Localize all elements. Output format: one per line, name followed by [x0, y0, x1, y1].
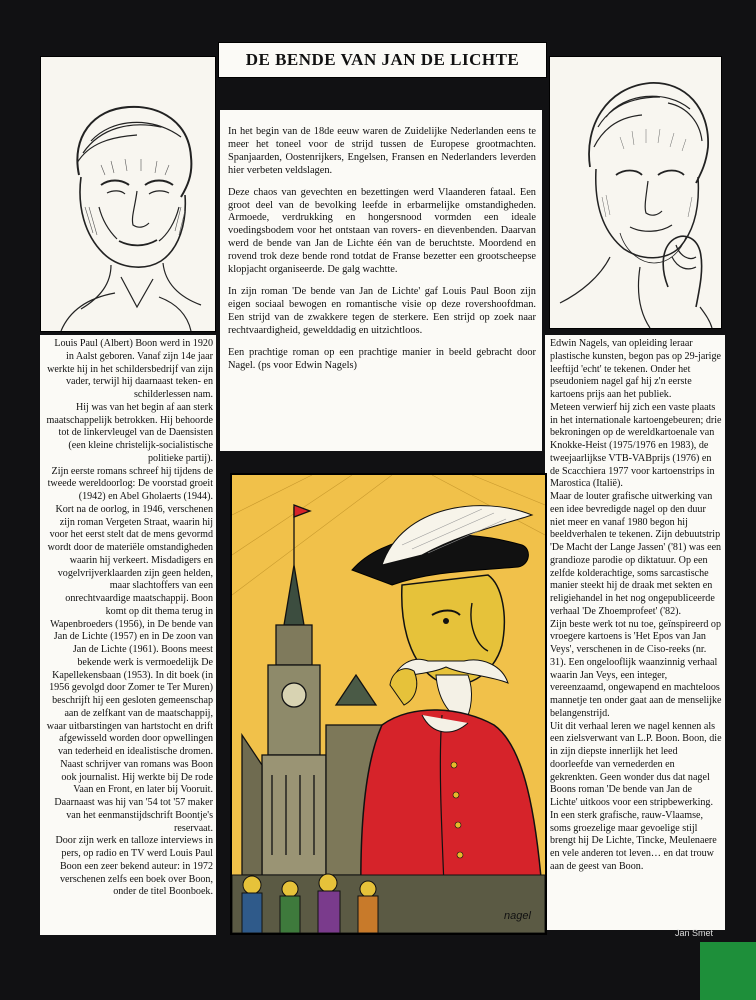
- comic-illustration: [230, 473, 547, 935]
- bio-paragraph: Edwin Nagels, van opleiding leraar plastische kunsten, begon pas op 29-jarige leeftijd 'echt' te tekenen. Onder het pseudoniem nagel gaf hij z'n eerste kartoens prijs aan het publiek.: [550, 338, 721, 400]
- intro-paragraph: In zijn roman 'De bende van Jan de Lichte' gaf Louis Paul Boon zijn eigen sociaal bewogen en romantische visie op deze rovershoofdman. Een strijd van de zwakkere tegen de sterkere. Een strijd op zoek naar rechtvaardigheid, gewelddadig en uitzichtloos.: [228, 285, 536, 336]
- intro-paragraph: In het begin van de 18de eeuw waren de Zuidelijke Nederlanden eens te meer het toneel voor de strijd tussen de Europese grootmachten. Spanjaarden, Oostenrijkers, Engelsen, Fransen en Nederlanders leverden hier verbeten veldslagen.: [228, 126, 536, 176]
- bio-paragraph: Maar de louter grafische uitwerking van een idee bevredigde nagel op den duur niet meer en vanaf 1980 begon hij beeldverhalen te tekenen. Zijn debuutstrip 'De Macht der Lange Jassen' ('81) was een grandioze parodie op diktatuur. Op een zelfde kolderachtige, soms sarcastische manier steekt hij de draak met sekten en religiehandel in het nog ongepubliceerde verhaal 'De Zhoemprofeet' ('82).: [550, 491, 722, 617]
- bio-paragraph: Door zijn werk en talloze interviews in pers, op radio en TV werd Louis Paul Boon een zeer bekend auteur: in 1972 verschenen zelfs een boek over Boon, onder de titel Boonboek.: [55, 835, 213, 898]
- comic-signature: nagel: [504, 910, 531, 922]
- bio-louis-paul-boon: [40, 335, 216, 935]
- page-title: DE BENDE VAN JAN DE LICHTE: [245, 50, 520, 69]
- bio-paragraph: In een sterk grafische, rauw-Vlaamse, soms groezelige maar gevoelige stijl brengt hij De Lichte, Tincke, Meulenaere en vele anderen tot leven… en dat trouw aan de geest van Boon.: [550, 809, 717, 872]
- bio-paragraph: Uit dit verhaal leren we nagel kennen als een zielsverwant van L.P. Boon. Boon, die in zijn diepste innerlijk het leed doorleefde van vernederden en gekrenkten. Geen wonder dus dat nagel Boons roman 'De bende van Jan de Lichte' uitkoos voor een stripbewerking.: [550, 720, 722, 808]
- bio-paragraph: Zijn eerste romans schreef hij tijdens de tweede wereldoorlog: De voorstad groeit (1942) en Abel Gholaerts (1944).: [47, 465, 213, 502]
- portrait-louis-paul-boon: [40, 56, 216, 332]
- nagels-sketch-illustration: [550, 57, 721, 328]
- intro-text-block: [220, 110, 542, 451]
- bio-paragraph: Naast schrijver van romans was Boon ook journalist. Hij werkte bij De rode Vaan en Front, en later bij Vooruit. Daarnaast was hij van '54 tot '57 maker van het eenmanstijdschrift Boontje's reservaat.: [54, 758, 213, 834]
- photo-credit: Jan Smet: [675, 928, 714, 938]
- green-corner-sticker: [700, 942, 756, 1000]
- intro-paragraph: Deze chaos van gevechten en bezettingen werd Vlaanderen fataal. Een groot deel van de bevolking leefde in erbarmelijke omstandigheden. Armoede, verdrukking en hongersnood vormden een ideale voedingsbodem voor het ontstaan van rovers- en dievenbenden. Daarvan werd de bende van Jan de Lichte één van de beruchtste. Moordend en rovend trok deze bende rond totdat de Franse bezetter een grootscheepse klopjacht organiseerde. De galg wachtte.: [228, 186, 536, 276]
- bio-paragraph: Louis Paul (Albert) Boon werd in 1920 in Aalst geboren. Vanaf zijn 14e jaar werkte hij in het schildersbedrijf van zijn vader, terwijl hij daarnaast teken- en schilderlessen nam.: [47, 338, 213, 400]
- bio-paragraph: Kort na de oorlog, in 1946, verschenen zijn roman Vergeten Straat, waarin hij voor het eerst stelt dat de mens gevormd wordt door de materiële omstandigheden waarin hij verkeert. Misdadigers en vogelvrijverklaarden zijn geen helden, maar slachtoffers van een onrechtvaardige maatschappij. Boon komt op dit thema terug in Wapenbroeders (1956), in De bende van Jan de Lichte (1957) en in De zoon van Jan de Lichte (1961). Boons meest bekende werk is vermoedelijk De Kapellekensbaan (1953). In dit boek (in 1956 gevolgd door Zomer te Ter Muren) beschrijft hij een gesloten gemeenschap aan de zelfkant van de maatschappij, waar uitbarstingen van hartstocht en drift afgewisseld worden door opwellingen van tederheid en idealistische dromen.: [46, 503, 213, 757]
- boon-sketch-illustration: [41, 57, 215, 331]
- bio-paragraph: Meteen verwierf hij zich een vaste plaats in het internationale kartoengebeuren; drie bekroningen op de wereldkartoenale van Knokke-Heist (1975/1976 en 1983), de tweejaarlijkse VTB-VABprijs (1976) en de Scacchiera 1977 voor kartoenstrips in Marostica (Italië).: [550, 401, 722, 490]
- bio-paragraph: Hij was van het begin af aan sterk maatschappelijk betrokken. Hij behoorde tot de linkervleugel van de Daensisten (een kleine christelijk-socialistische politieke partij).: [46, 401, 213, 464]
- title-box: [218, 42, 547, 78]
- bio-paragraph: Zijn beste werk tot nu toe, geïnspireerd op vroegere kartoens is 'Het Epos van Jan Veys', verschenen in de Ciso-reeks (nr. 31). Een ongelooflijk waanzinnig verhaal waarin Jan Veys, een integer, vereenzaamd, ongewapend en machteloos mannetje ten onder gaat aan de menselijke belangenstrijd.: [550, 618, 722, 719]
- jan-de-lichte-drawing: [232, 475, 545, 933]
- portrait-edwin-nagels: [549, 56, 722, 329]
- bio-edwin-nagels: [545, 335, 725, 930]
- intro-paragraph: Een prachtige roman op een prachtige manier in beeld gebracht door Nagel. (ps voor Edwin Nagels): [228, 346, 536, 371]
